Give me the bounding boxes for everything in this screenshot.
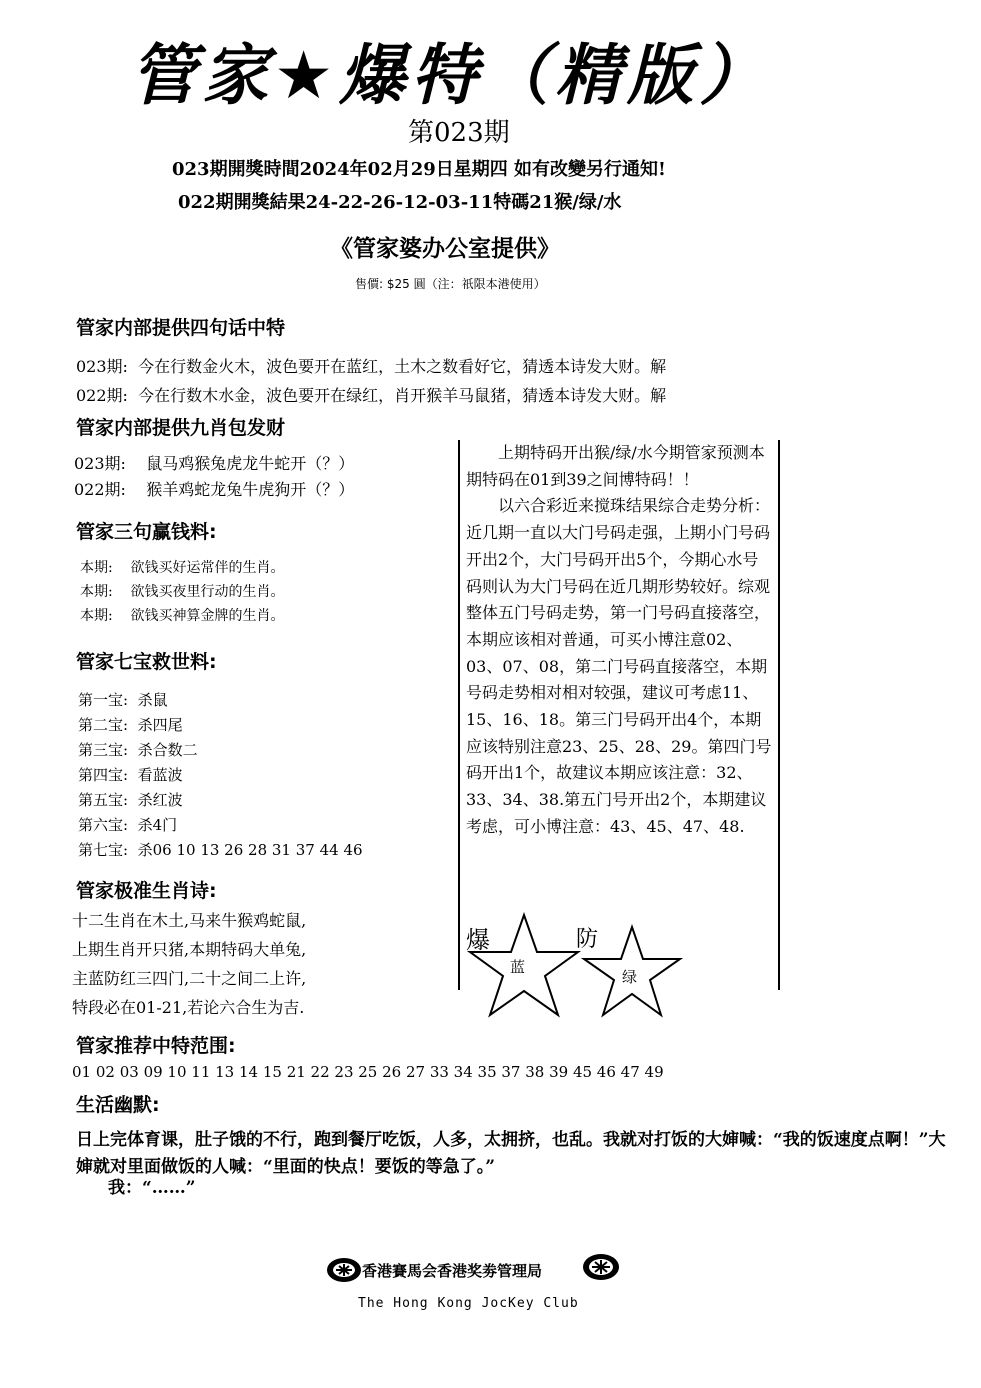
poem-line: 主蓝防红三四门,二十之间二上许,	[72, 969, 307, 988]
row-text: 今在行数金火木，波色要开在蓝红，土木之数看好它，猜透本诗发大财。解	[138, 357, 667, 376]
four-lines-row	[76, 383, 666, 406]
poem-line: 上期生肖开只猪,本期特码大单兔,	[72, 940, 307, 959]
row-label: 023期:	[74, 454, 126, 473]
row-text: 杀4门	[137, 816, 178, 834]
issue-number: 第023期	[408, 118, 510, 148]
bao-label: 爆	[466, 926, 490, 954]
row-text: 杀06 10 13 26 28 31 37 44 46	[137, 841, 363, 859]
nine-zodiac-row	[74, 477, 354, 500]
row-text: 欲钱买神算金牌的生肖。	[130, 608, 285, 624]
treasure-row	[78, 714, 183, 735]
row-label: 022期:	[76, 386, 128, 405]
seven-treasures-heading: 管家七宝救世料:	[76, 651, 217, 673]
humor-heading: 生活幽默:	[76, 1094, 160, 1116]
range-heading: 管家推荐中特范围:	[76, 1035, 236, 1057]
fang-label: 防	[576, 927, 599, 952]
row-label: 本期:	[80, 584, 113, 600]
nine-zodiac-row	[74, 451, 354, 474]
footer-org: 香港賽馬会香港奖劵管理局	[362, 1262, 543, 1280]
jockey-club-logo-right	[582, 1253, 620, 1281]
row-text: 杀四尾	[137, 716, 183, 734]
price-note: 售價: $25 圓（注：祇限本港使用）	[355, 277, 546, 291]
row-label: 第六宝:	[78, 816, 129, 834]
humor-reply: 我：“……”	[108, 1178, 196, 1198]
row-label: 第一宝:	[78, 691, 129, 709]
row-label: 023期:	[76, 357, 128, 376]
row-label: 第三宝:	[78, 741, 129, 759]
analysis-paragraph-1: 上期特码开出猴/绿/水今期管家预测本期特码在01到39之间博特码！！	[466, 443, 765, 489]
humor-text: 日上完体育课，肚子饿的不行，跑到餐厅吃饭，人多，太拥挤，也乱。我就对打饭的大婶喊：“我的饭速度点啊！”大婶就对里面做饭的人喊：“里面的快点！要饭的等急了。”	[76, 1130, 946, 1177]
row-text: 猴羊鸡蛇龙兔牛虎狗开（？）	[146, 480, 355, 499]
draw-time: 023期開獎時間2024年02月29日星期四 如有改變另行通知!	[172, 159, 666, 180]
row-text: 杀鼠	[137, 691, 168, 709]
row-label: 第四宝:	[78, 766, 129, 784]
last-result: 022期開獎結果24-22-26-12-03-11特碼21猴/绿/水	[178, 192, 622, 213]
jockey-club-logo-left	[326, 1257, 362, 1283]
row-text: 欲钱买夜里行动的生肖。	[130, 584, 285, 600]
three-lines-row	[80, 605, 285, 625]
row-label: 第七宝:	[78, 841, 129, 859]
row-label: 本期:	[80, 560, 113, 576]
row-label: 第五宝:	[78, 791, 129, 809]
footer-club: The Hong Kong JocKey Club	[358, 1296, 579, 1311]
row-label: 第二宝:	[78, 716, 129, 734]
three-lines-heading: 管家三句赢钱料:	[76, 521, 217, 543]
analysis-paragraph-2: 以六合彩近来搅珠结果综合走势分析：近几期一直以大门号码走强，上期小门号码开出2个，大门号码开出5个，今期心水号码则认为大门号码在近几期形势较好。综观整体五门号码走势，第一门号码直接落空，本期应该相对普通，可买小博注意02、03、07、08，第二门号码直接落空，本期号码走势相对相对较强，建议可考虑11、15、16、18。第三门号码开出4个，本期应该特别注意23、25、28、29。第四门号码开出1个，故建议本期应该注意：32、33、34、38.第五门号开出2个，本期建议考虑，可小博注意：43、45、47、48.	[466, 496, 772, 836]
three-lines-row	[80, 581, 285, 601]
page-title: 管家★爆特（精版）	[130, 37, 772, 114]
treasure-row	[78, 789, 183, 810]
office-credit: 《管家婆办公室提供》	[330, 235, 560, 262]
row-text: 鼠马鸡猴兔虎龙牛蛇开（？）	[146, 454, 355, 473]
four-lines-heading: 管家内部提供四句话中特	[76, 317, 286, 339]
row-text: 杀红波	[137, 791, 183, 809]
poem-heading: 管家极准生肖诗:	[76, 880, 217, 902]
treasure-row	[78, 689, 168, 710]
star-text-green: 绿	[622, 968, 638, 986]
treasure-row	[78, 739, 198, 760]
row-text: 今在行数木水金，波色要开在绿红，肖开猴羊马鼠猪，猜透本诗发大财。解	[138, 386, 667, 405]
treasure-row	[78, 814, 177, 835]
four-lines-row	[76, 354, 666, 377]
three-lines-row	[80, 557, 285, 577]
treasure-row	[78, 764, 183, 785]
analysis-text	[466, 440, 772, 841]
poem-line: 特段必在01-21,若论六合生为吉.	[72, 998, 305, 1017]
nine-zodiac-heading: 管家内部提供九肖包发财	[76, 417, 286, 439]
row-text: 看蓝波	[137, 766, 183, 784]
row-text: 欲钱买好运常伴的生肖。	[130, 560, 285, 576]
range-numbers: 01 02 03 09 10 11 13 14 15 21 22 23 25 26 27 33 34 35 37 38 39 45 46 47 49	[72, 1063, 664, 1081]
poem-line: 十二生肖在木土,马来牛猴鸡蛇鼠,	[72, 911, 307, 930]
row-label: 本期:	[80, 608, 113, 624]
row-text: 杀合数二	[137, 741, 198, 759]
row-label: 022期:	[74, 480, 126, 499]
star-text-blue: 蓝	[510, 958, 526, 976]
treasure-row	[78, 839, 363, 860]
